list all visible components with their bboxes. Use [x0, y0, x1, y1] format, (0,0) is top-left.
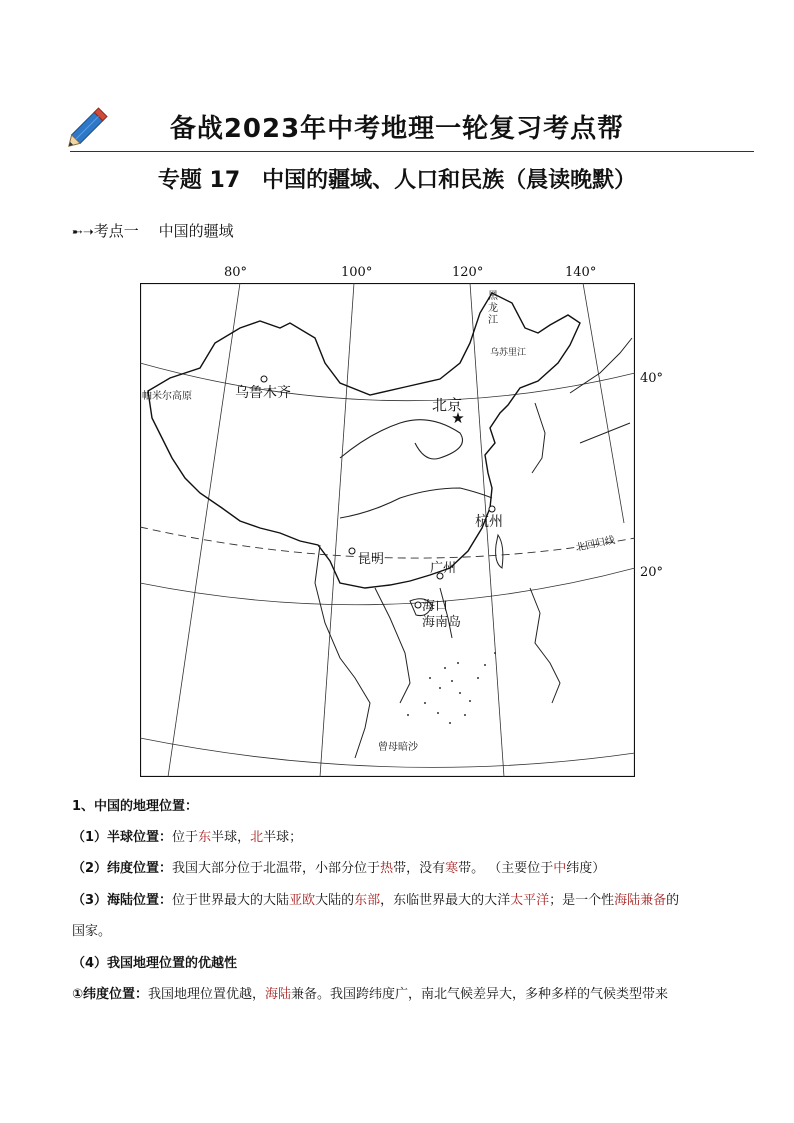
- subject-title: 专题 17 中国的疆域、人口和民族（晨读晚默）: [157, 168, 637, 193]
- section-label: 考点一 中国的疆域: [93, 222, 234, 240]
- header-divider: [70, 151, 754, 152]
- china-territory-map: [140, 283, 635, 777]
- label-kunming: 昆明: [358, 552, 385, 567]
- label-guangzhou: 广州: [430, 561, 457, 576]
- heading-advantages: （4）我国地理位置的优越性: [72, 956, 238, 971]
- haikou-marker: [415, 602, 421, 608]
- page-header-title: 备战2023年中考地理一轮复习考点帮: [169, 114, 625, 144]
- label-tropic-of-cancer: 北回归线: [574, 534, 617, 554]
- kunming-marker: [349, 548, 355, 554]
- lat-label-20: 20°: [640, 565, 664, 580]
- beijing-star-icon: ★: [451, 409, 465, 427]
- label-pamir: 帕米尔高原: [142, 391, 192, 402]
- lat-label-40: 40°: [640, 371, 664, 386]
- label-haikou: 海口: [422, 599, 449, 614]
- heading-geographic-position: 1、中国的地理位置：: [72, 799, 199, 814]
- lon-label-120: 120°: [452, 265, 484, 280]
- label-zengmu: 曾母暗沙: [378, 742, 418, 753]
- para-latitude: （2）纬度位置：我国大部分位于北温带，小部分位于热带，没有寒带。 （主要位于中纬度）: [72, 861, 606, 876]
- arrow-icon: ➸➝: [72, 225, 94, 240]
- lon-label-80: 80°: [224, 265, 248, 280]
- label-hainan: 海南岛: [422, 615, 462, 630]
- label-heilongjiang: 黑龙江: [488, 291, 498, 326]
- lon-label-140: 140°: [565, 265, 597, 280]
- para-sea-land: （3）海陆位置：位于世界最大的大陆亚欧大陆的东部，东临世界最大的大洋太平洋；是一个性海陆兼备的: [72, 893, 680, 908]
- lon-label-100: 100°: [341, 265, 373, 280]
- para-hemisphere: （1）半球位置：位于东半球，北半球；: [72, 830, 303, 845]
- label-wusuli: 乌苏里江: [490, 348, 527, 358]
- label-beijing: 北京: [432, 396, 463, 414]
- map-frame: [141, 284, 635, 777]
- label-hangzhou: 杭州: [475, 514, 503, 530]
- section-heading: [72, 220, 234, 241]
- para-latitude-advantage: ①纬度位置：我国地理位置优越，海陆兼备。我国跨纬度广，南北气候差异大，多种多样的气候类型带来: [72, 987, 669, 1002]
- label-urumqi: 乌鲁木齐: [235, 385, 291, 401]
- para-sea-land-cont: 国家。: [72, 924, 112, 939]
